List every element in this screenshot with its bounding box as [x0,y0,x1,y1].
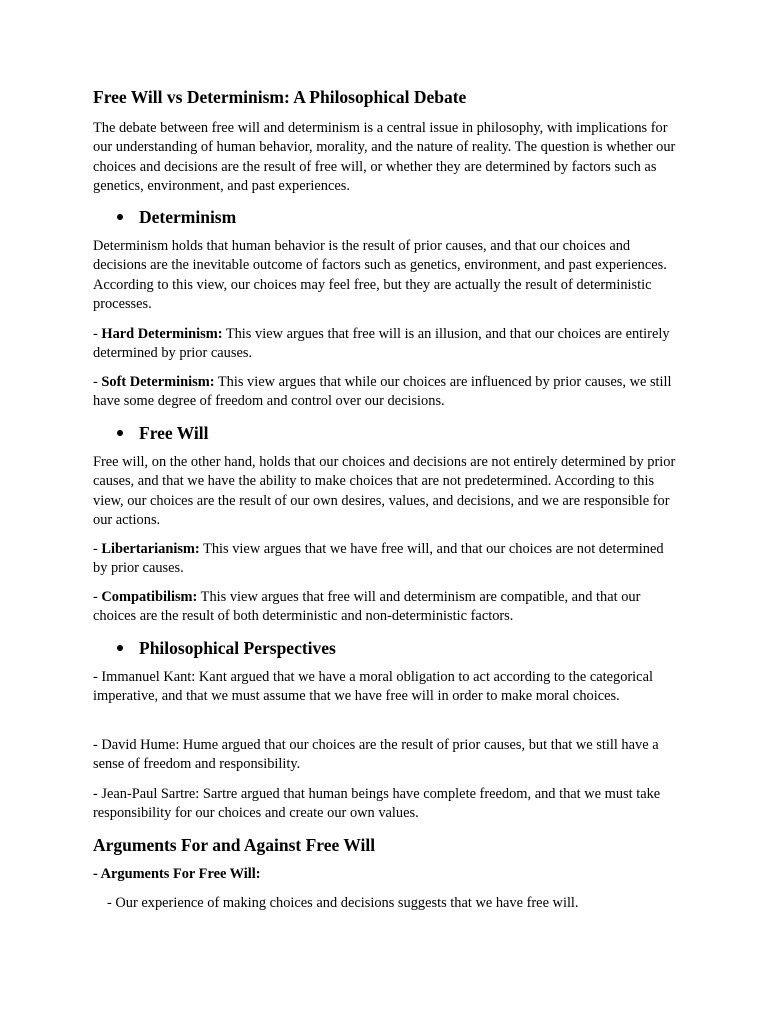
hard-determinism-label: Hard Determinism: [101,326,223,342]
document-title: Free Will vs Determinism: A Philosophical Debate [93,87,467,107]
arguments-for-label-text: - Arguments For Free Will: [93,866,261,882]
libertarianism-paragraph [93,540,678,579]
heading-arguments: Arguments For and Against Free Will [93,835,376,855]
arguments-for-item: - Our experience of making choices and decisions suggests that we have free will. [107,895,579,911]
soft-determinism-paragraph [93,373,678,412]
hard-determinism-paragraph [93,325,678,364]
hard-determinism-text: This view argues that free will is an illusion, and that our choices are entirely determined by prior causes. [93,326,670,362]
compatibilism-text: This view argues that free will and determinism are compatible, and that our choices are the result of both deterministic and non-deterministic factors. [93,589,641,625]
compatibilism-label: Compatibilism: [101,589,198,605]
libertarianism-text: This view argues that we have free will, and that our choices are not determined by prior causes. [93,541,664,577]
heading-determinism: Determinism [139,207,237,227]
heading-free-will: Free Will [139,423,209,443]
libertarianism-prefix: - [93,541,102,557]
compatibilism-paragraph [93,588,678,627]
sartre-paragraph: - Jean-Paul Sartre: Sartre argued that human beings have complete freedom, and that we must take responsibility for our choices and create our own values. [93,786,661,822]
heading-perspectives: Philosophical Perspectives [139,638,336,658]
libertarianism-label: Libertarianism: [101,541,200,557]
bullet-icon [117,430,123,436]
soft-determinism-text: This view argues that while our choices are influenced by prior causes, we still have some degree of freedom and control over our decisions. [93,374,672,410]
soft-determinism-label: Soft Determinism: [101,374,215,390]
free-will-paragraph: Free will, on the other hand, holds that our choices and decisions are not entirely determined by prior causes, and that we have the ability to make choices that are not predetermined. According to this view, our choices are the result of our own desires, values, and decisions, and we are responsible for our actions. [93,454,676,529]
arguments-for-label [93,865,678,884]
compatibilism-prefix: - [93,589,102,605]
hume-paragraph: - David Hume: Hume argued that our choices are the result of prior causes, but that we still have a sense of freedom and responsibility. [93,737,659,773]
hard-determinism-prefix: - [93,326,102,342]
soft-determinism-prefix: - [93,374,102,390]
kant-paragraph: - Immanuel Kant: Kant argued that we have a moral obligation to act according to the categorical imperative, and that we must assume that we have free will in order to make moral choices. [93,669,653,705]
bullet-icon [117,214,123,220]
bullet-icon [117,645,123,651]
intro-paragraph: The debate between free will and determinism is a central issue in philosophy, with implications for our understanding of human behavior, morality, and the nature of reality. The question is whether our choices and decisions are the result of free will, or whether they are determined by factors such as genetics, environment, and past experiences. [93,120,676,195]
determinism-paragraph: Determinism holds that human behavior is the result of prior causes, and that our choices and decisions are the inevitable outcome of factors such as genetics, environment, and past experiences. According to this view, our choices may feel free, but they are actually the result of deterministic processes. [93,238,667,313]
